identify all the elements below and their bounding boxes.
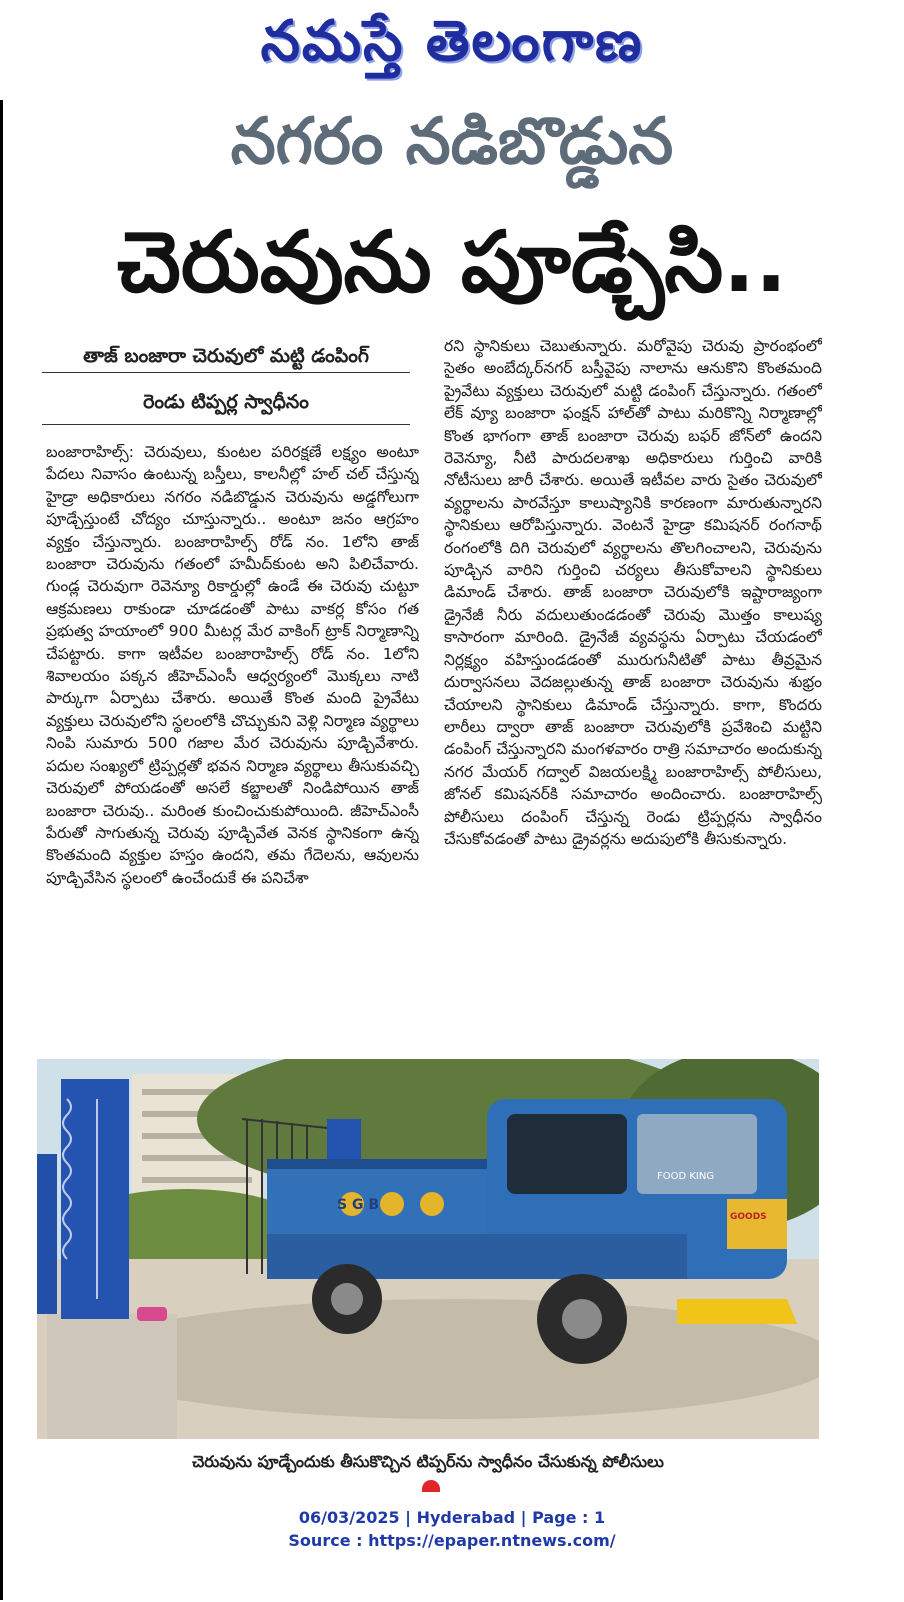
article-text-column-1: బంజారాహిల్స్: చెరువులు, కుంటల పరిరక్షణే లక్ష్యం అంటూ పేదలు నివాసం ఉంటున్న బస్తీలు, కాలనీల్లో హల్ చల్ చేస్తున్న హైడ్రా అధికారులు నగరం నడిబొడ్డున చెరువును అడ్డగోలుగా పూడ్చేస్తుంటే చోద్యం చూస్తున్నారు.. అంటూ జనం ఆగ్రహం వ్యక్తం చేస్తున్నారు. బంజారాహిల్స్ రోడ్ నం. 1లోని తాజ్ బంజారా చెరువును గతంలో హమీద్‌కుంట అని పిలిచేవారు. గుండ్ల చెరువుగా రెవెన్యూ రికార్డుల్లో ఉండే ఈ చెరువు చుట్టూ ఆక్రమణలు రాకుండా చూడడంతో పాటు వాకర్ల కోసం గత ప్రభుత్వ హయాంలో 900 మీటర్ల మేర వాకింగ్ ట్రాక్ నిర్మాణాన్ని చేపట్టారు. కాగా ఇటీవల బంజారాహిల్స్ రోడ్ నం. 1లోని శివాలయం పక్కన జీహెచ్‌ఎంసీ ఆధ్వర్యంలో మొక్కలు నాటి పార్కుగా ఏర్పాటు చేశారు. అయితే కొంత మంది ప్రైవేటు వ్యక్తులు చెరువులోని స్థలంలోకి చొచ్చుకుని వెళ్లి నిర్మాణ వ్యర్థాలు నింపి సుమారు 500 గజాల మేర చెరువును పూడ్చివేశారు. పదుల సంఖ్యలో ట్రిప్పర్లతో భవన నిర్మాణ వ్యర్థాలు తీసుకువచ్చి చెరువులో పోయడంతో అసలే కబ్జాలతో నిండిపోయిన తాజ్ బంజారా చెరువు.. మరింత కుంచించుకుపోయింది. జీహెచ్‌ఎంసీ పేరుతో సాగుతున్న చెరువు పూడ్చివేత వెనక స్థానికంగా ఉన్న కొంతమంది వ్యక్తుల హస్తం ఉందని, తమ గేదెలను, ఆవులను పూడ్చివేసిన స్థలంలో ఉంచేందుకే ఈ పనిచేశా bbox=[46, 443, 419, 887]
subheading-divider-top bbox=[42, 372, 410, 373]
news-photo-tipper-truck bbox=[37, 1059, 819, 1439]
footer-source-link[interactable]: Source : https://epaper.ntnews.com/ bbox=[288, 1531, 616, 1550]
article-text-column-2: రని స్థానికులు చెబుతున్నారు. మరోవైపు చెరువు ప్రారంభంలో సైతం అంబేద్కర్‌నగర్ బస్తీవైపు నాలాను ఆనుకొని కొంతమంది ప్రైవేటు వ్యక్తులు చెరువులో మట్టి డంపింగ్ చేస్తున్నారు. గతంలో లేక్ వ్యూ బంజారా ఫంక్షన్ హాల్‌తో పాటు మరికొన్ని నిర్మాణాల్లో కొంత భాగంగా తాజ్ బంజారా చెరువు బఫర్ జోన్‌లో ఉందని రెవెన్యూ, నీటి పారుదలశాఖ అధికారులు గుర్తించి వారికి నోటీసులు జారీ చేశారు. అయితే ఇటీవల వారు సైతం చెరువులో వ్యర్థాలను పారవేస్తూ కాలుష్యానికి కారణంగా మారుతున్నారని స్థానికులు ఆరోపిస్తున్నారు. వెంటనే హైడ్రా కమిషనర్ రంగనాథ్ రంగంలోకి దిగి చెరువులో వ్యర్థాలను తొలగించాలని, చెరువును పూడ్చిన వారిని గుర్తించి చర్యలు తీసుకోవాలని స్థానికులు డిమాండ్ చేశారు. తాజ్ బంజారా చెరువులోకి ఇష్టారాజ్యంగా డ్రైనేజీ నీరు వదులుతుండడంతో చెరువు మొత్తం కాలుష్య కాసారంగా మారింది. డ్రైనేజీ వ్యవస్థను ఏర్పాటు చేయడంలో నిర్లక్ష్యం వహిస్తుండడంతో మురుగునీటితో పాటు తీవ్రమైన దుర్వాసనలు వెదజల్లుతున్న తాజ్ బంజారా చెరువును శుభ్రం చేయాలని స్థానికులు డిమాండ్ చేస్తున్నారు. కాగా, కొందరు లారీలు ద్వారా తాజ్ బంజారా చెరువులోకి ప్రవేశించి మట్టిని డంపింగ్ చేస్తున్నారని మంగళవారం రాత్రి సమాచారం అందుకున్న నగర మేయర్ గద్వాల్ విజయలక్ష్మి బంజారాహిల్స్ పోలీసులు, జోనల్ కమిషనర్‌కి సమాచారం అందించారు. బంజారాహిల్స్ పోలీసులు దంపింగ్ చేస్తున్న రెండు ట్రిప్పర్లను స్వాధీనం చేసుకోవడంతో పాటు డ్రైవర్లను అదుపులోకి తీసుకున్నారు. bbox=[444, 337, 822, 848]
subheading-divider-bottom bbox=[42, 424, 410, 425]
page-marker-dot bbox=[422, 1480, 440, 1492]
truck-photo-illustration bbox=[37, 1059, 819, 1439]
photo-caption: చెరువును పూడ్చేందుకు తీసుకొచ్చిన టిప్పర్‌ను స్వాధీనం చేసుకున్న పోలీసులు bbox=[192, 1452, 664, 1471]
headline-line-1: నగరం నడిబొడ్డున bbox=[230, 105, 674, 179]
masthead-logo: నమస్తే తెలంగాణ bbox=[260, 9, 644, 74]
subheading-2: రెండు టిప్పర్ల స్వాధీనం bbox=[143, 391, 309, 413]
left-border-rule bbox=[0, 100, 3, 1600]
headline-line-2: చెరువును పూడ్చేసి.. bbox=[117, 213, 787, 311]
truck-cabin-label: FOOD KING bbox=[657, 1171, 715, 1182]
article-column-1 bbox=[46, 441, 419, 1057]
footer-date-city-page: 06/03/2025 | Hyderabad | Page : 1 bbox=[298, 1508, 606, 1527]
subheading-1: తాజ్ బంజారా చెరువులో మట్టి డంపింగ్ bbox=[83, 345, 369, 367]
truck-lettering: S G B bbox=[337, 1197, 379, 1213]
article-column-2 bbox=[444, 335, 822, 1051]
truck-plate-label: GOODS bbox=[730, 1212, 767, 1222]
